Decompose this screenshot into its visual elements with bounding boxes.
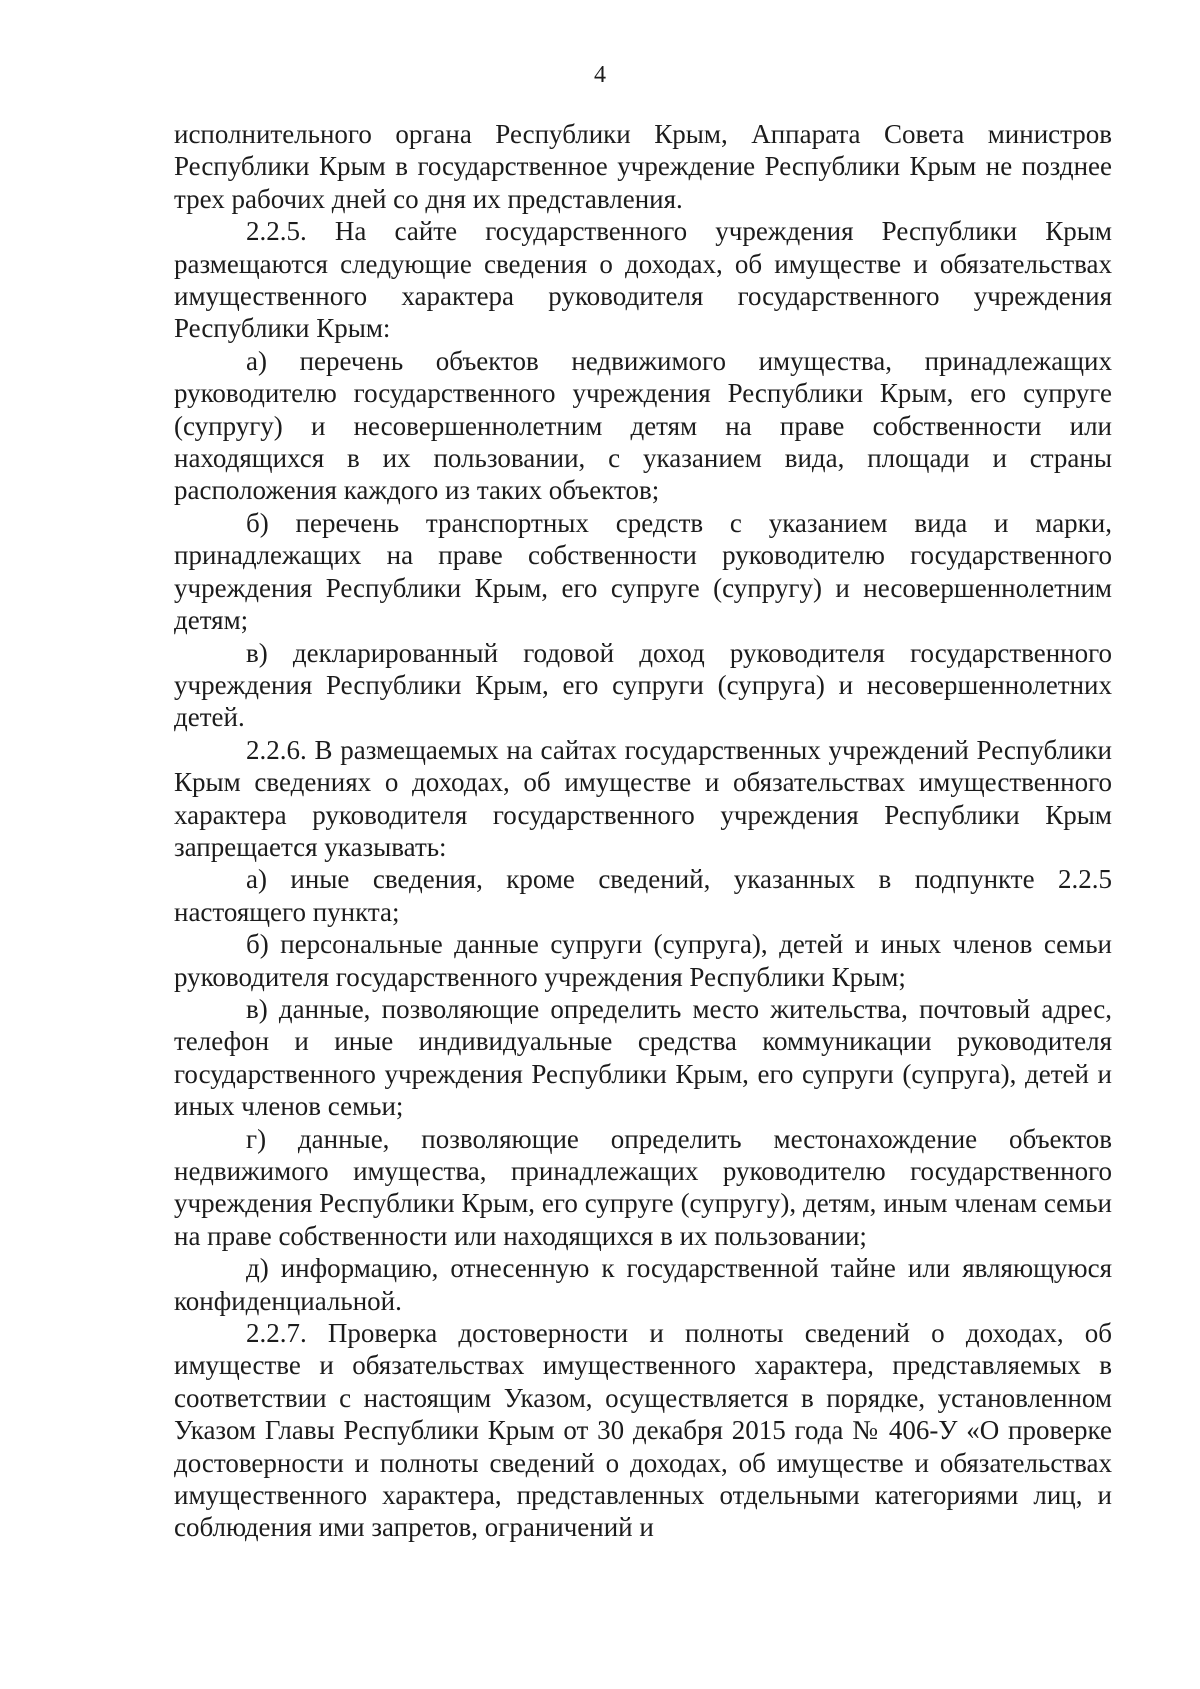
paragraph-2-2-6-a: а) иные сведения, кроме сведений, указанных в подпункте 2.2.5 настоящего пункта; [174, 864, 1112, 927]
paragraph-continuation: исполнительного органа Республики Крым, Аппарата Совета министров Республики Крым в государственное учреждение Республики Крым не позднее трех рабочих дней со дня их представления. [174, 119, 1112, 214]
paragraph-2-2-7: 2.2.7. Проверка достоверности и полноты сведений о доходах, об имуществе и обязательствах имущественного характера, представляемых в соответствии с настоящим Указом, осуществляется в порядке, установленном Указом Главы Республики Крым от 30 декабря 2015 года № 406-У «О проверке достоверности и полноты сведений о доходах, об имуществе и обязательствах имущественного характера, представленных отдельными категориями лиц, и соблюдения ими запретов, ограничений и [174, 1318, 1112, 1543]
paragraph-2-2-6-d: д) информацию, отнесенную к государственной тайне или являющуюся конфиденциальной. [174, 1253, 1112, 1316]
paragraph-2-2-5-a: а) перечень объектов недвижимого имущества, принадлежащих руководителю государственного учреждения Республики Крым, его супруге (супругу) и несовершеннолетним детям на праве собственности или находящихся в их пользовании, с указанием вида, площади и страны расположения каждого из таких объектов; [174, 345, 1112, 506]
paragraph-2-2-5-v: в) декларированный годовой доход руководителя государственного учреждения Республики Крым, его супруги (супруга) и несовершеннолетних детей. [174, 637, 1112, 733]
paragraph-2-2-5-b: б) перечень транспортных средств с указанием вида и марки, принадлежащих на праве собственности руководителю государственного учреждения Республики Крым, его супруге (супругу) и несовершеннолетним детям; [174, 507, 1112, 636]
paragraph-2-2-5: 2.2.5. На сайте государственного учреждения Республики Крым размещаются следующие сведения о доходах, об имуществе и обязательствах имущественного характера руководителя государственного учреждения Республики Крым: [174, 216, 1112, 344]
paragraph-2-2-6: 2.2.6. В размещаемых на сайтах государственных учреждений Республики Крым сведениях о доходах, об имуществе и обязательствах имущественного характера руководителя государственного учреждения Республики Крым запрещается указывать: [174, 734, 1112, 862]
page-number: 4 [594, 62, 606, 88]
document-body [174, 118, 1112, 1544]
paragraph-2-2-6-v: в) данные, позволяющие определить место жительства, почтовый адрес, телефон и иные индивидуальные средства коммуникации руководителя государственного учреждения Республики Крым, его супруги (супруга), детей и иных членов семьи; [174, 993, 1112, 1122]
paragraph-2-2-6-g: г) данные, позволяющие определить местонахождение объектов недвижимого имущества, принадлежащих руководителю государственного учреждения Республики Крым, его супруге (супругу), детям, иным членам семьи на праве собственности или находящихся в их пользовании; [174, 1123, 1112, 1251]
paragraph-2-2-6-b: б) персональные данные супруги (супруга), детей и иных членов семьи руководителя государственного учреждения Республики Крым; [174, 929, 1112, 992]
